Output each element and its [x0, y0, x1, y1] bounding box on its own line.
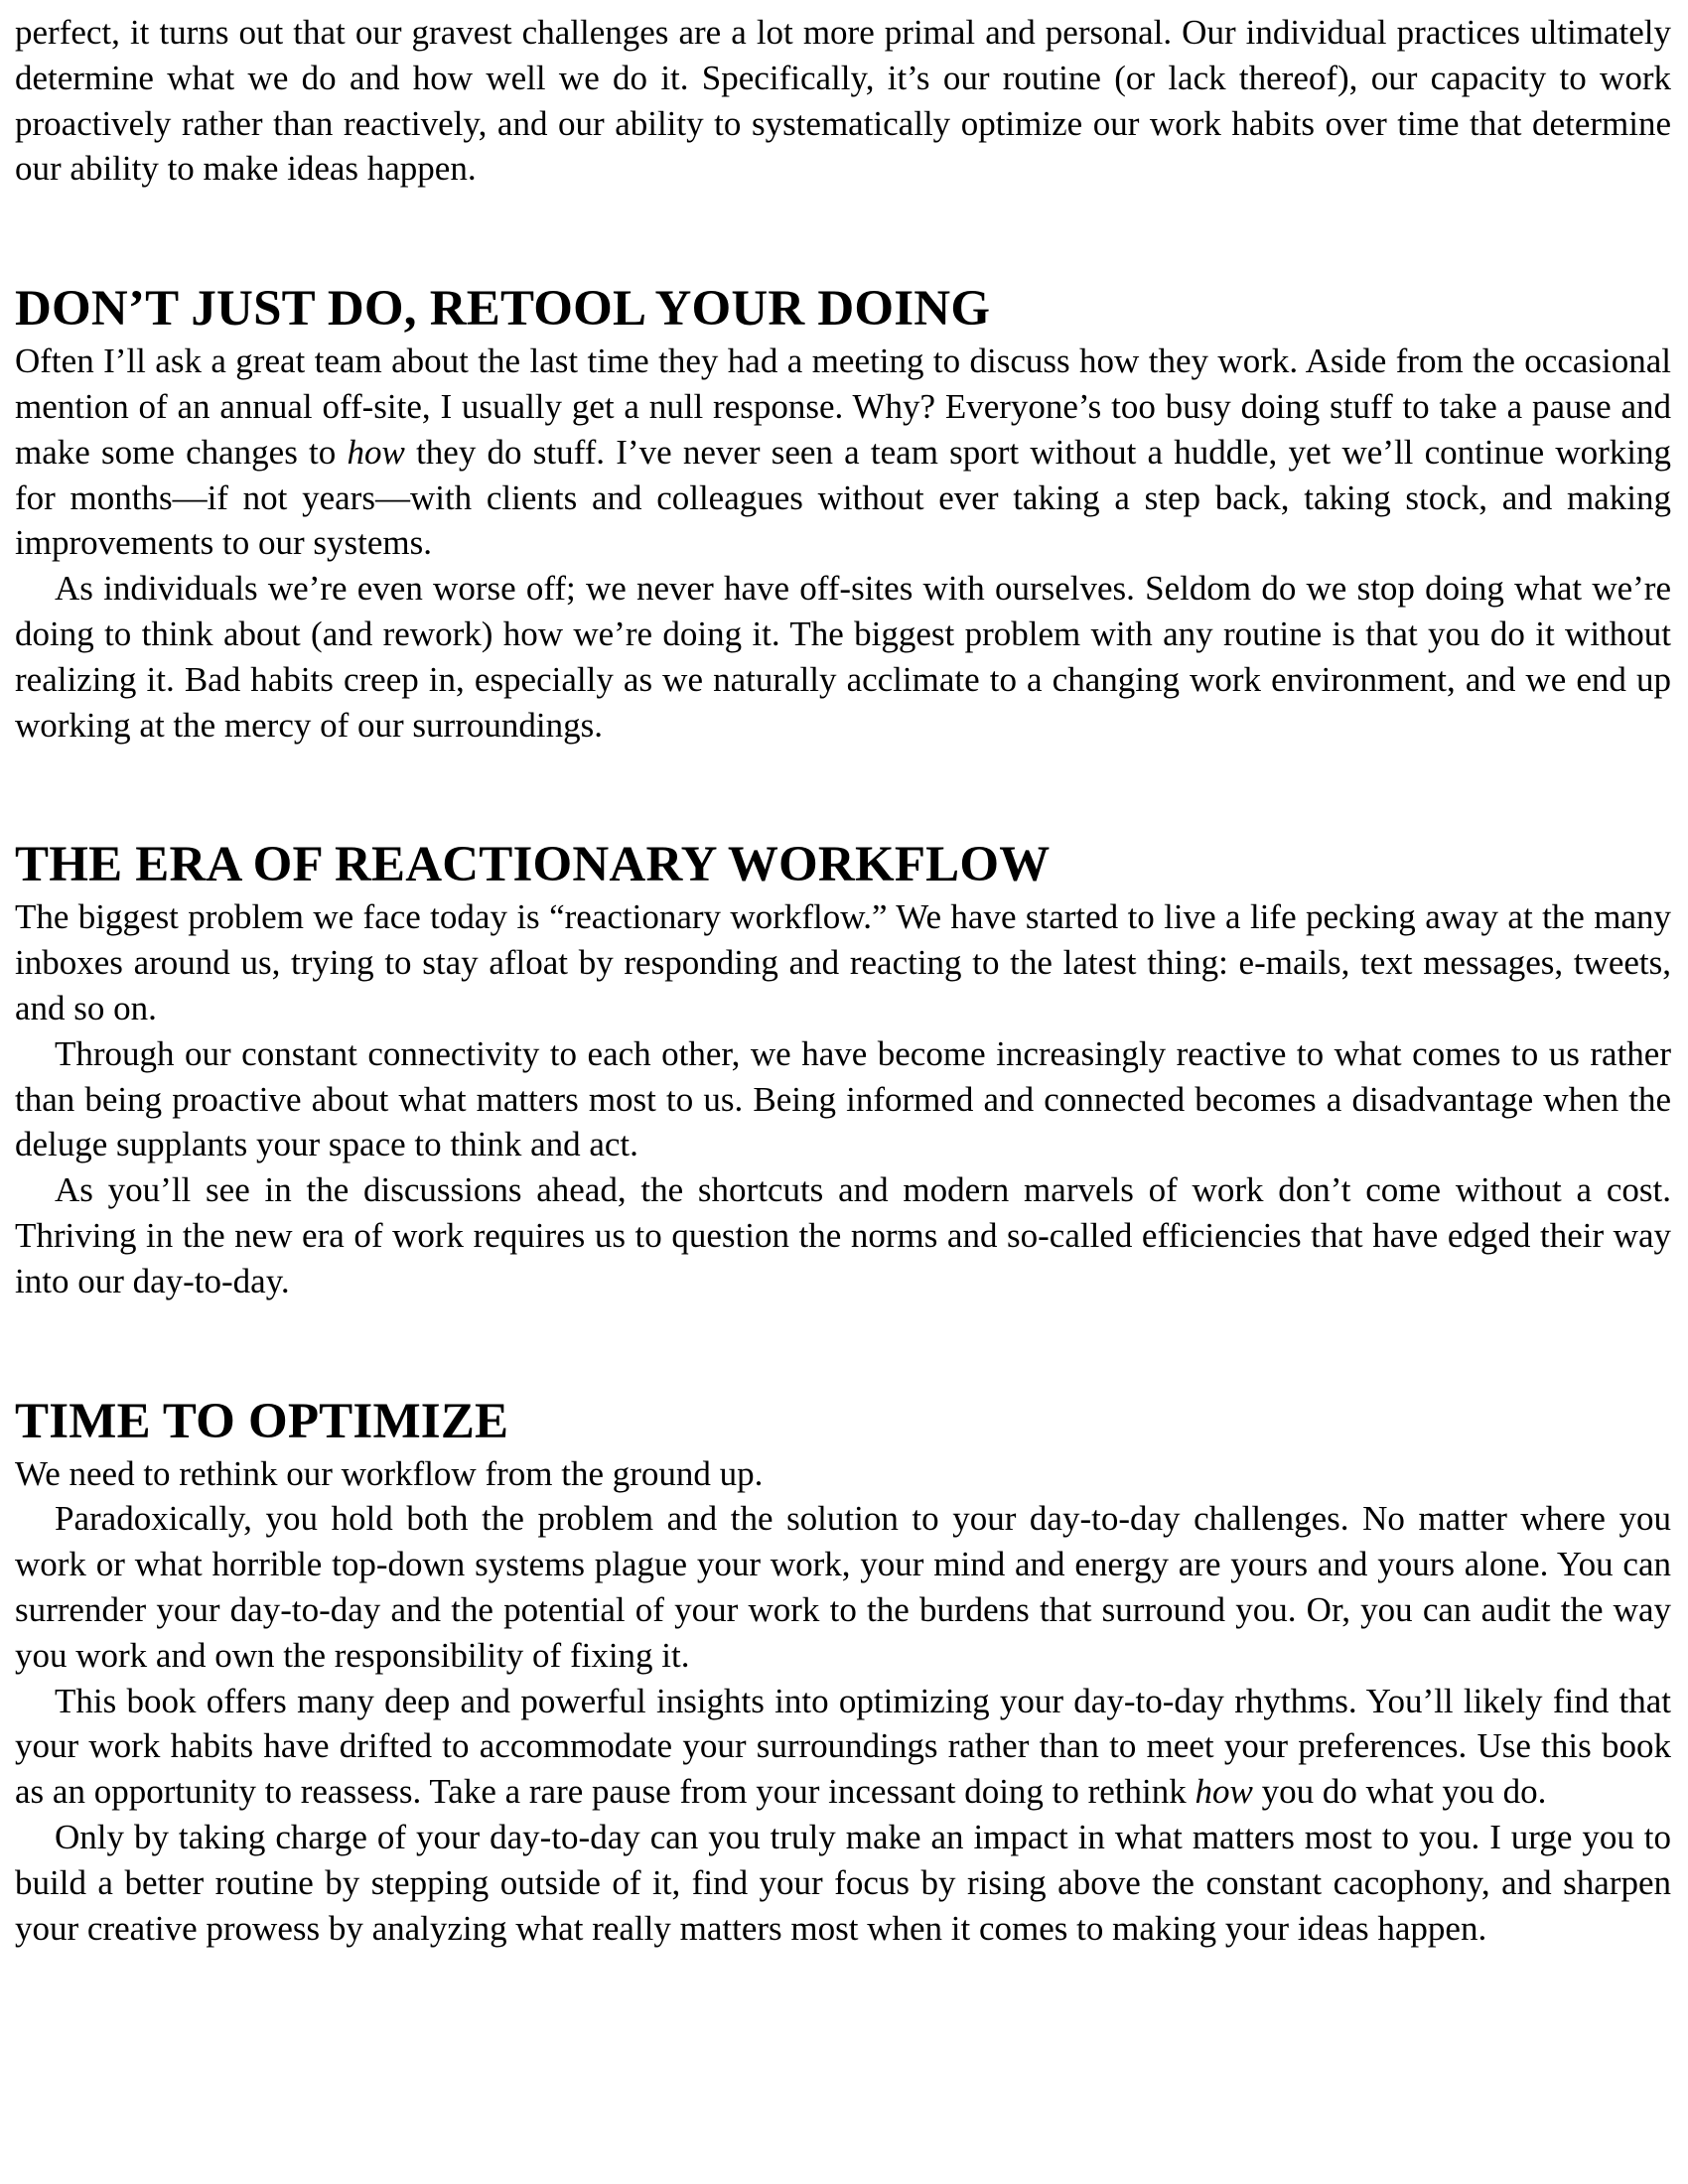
body-paragraph: Through our constant connectivity to each other, we have become increasingly reactive to what comes to us rather than being proactive about what matters most to us. Being informed and connected becomes a disadvantage when the deluge supplants your space to think and act.: [15, 1033, 1671, 1164]
paragraph-text: they do stuff. I’ve never seen a team sport without a huddle, yet we’ll continue working for months—if not years—with clients and colleagues without ever taking a step back, taking stock, and making improvements to our systems.: [15, 432, 1672, 563]
body-paragraph: We need to rethink our workflow from the ground up.: [15, 1453, 764, 1493]
body-paragraph: [15, 339, 1671, 566]
section-heading: DON’T JUST DO, RETOOL YOUR DOING: [15, 281, 991, 338]
body-paragraph: As you’ll see in the discussions ahead, the shortcuts and modern marvels of work don’t come without a cost. Thriving in the new era of work requires us to question the norms and so-called efficiencies that have edged their way into our day-to-day.: [15, 1170, 1671, 1300]
paragraph-text: Often I’ll ask a great team about the last time they had a meeting to discuss how they work. Aside from the occasional mention of an annual off-site, I usually get a null response. Why? Everyone’s too busy doing stuff to take a pause and make some changes to: [15, 341, 1671, 472]
document-page: [15, 10, 1671, 1951]
intro-section: [15, 10, 1671, 192]
section-retool-your-doing: [15, 279, 1671, 748]
paragraph-text: you do what you do.: [1252, 1772, 1547, 1812]
emphasis-text: how: [347, 432, 405, 472]
body-paragraph: [15, 1679, 1671, 1815]
body-paragraph: As individuals we’re even worse off; we never have off-sites with ourselves. Seldom do we stop doing what we’re doing to think about (and rework) how we’re doing it. The biggest problem with any routine is that you do it without realizing it. Bad habits creep in, especially as we naturally acclimate to a changing work environment, and we end up working at the mercy of our surroundings.: [15, 569, 1671, 745]
intro-paragraph: perfect, it turns out that our gravest challenges are a lot more primal and personal. Our individual practices ultimately determine what we do and how well we do it. Specifically, it’s our routine (or lack thereof), our capacity to work proactively rather than reactively, and our ability to systematically optimize our work habits over time that determine our ability to make ideas happen.: [15, 13, 1671, 189]
section-time-to-optimize: [15, 1392, 1671, 1952]
body-paragraph: The biggest problem we face today is “reactionary workflow.” We have started to live a life pecking away at the many inboxes around us, trying to stay afloat by responding and reacting to the latest thing: e-mails, text messages, tweets, and so on.: [15, 897, 1671, 1027]
paragraph-text: This book offers many deep and powerful insights into optimizing your day-to-day rhythms. You’ll likely find that your work habits have drifted to accommodate your surroundings rather than to meet your preferences. Use this book as an opportunity to reassess. Take a rare pause from your incessant doing to rethink: [15, 1681, 1671, 1812]
emphasis-text: how: [1195, 1772, 1253, 1812]
body-paragraph: Paradoxically, you hold both the problem and the solution to your day-to-day challenges. No matter where you work or what horrible top-down systems plague your work, your mind and energy are yours and yours alone. You can surrender your day-to-day and the potential of your work to the burdens that surround you. Or, you can audit the way you work and own the responsibility of fixing it.: [15, 1499, 1671, 1675]
section-reactionary-workflow: [15, 835, 1671, 1303]
section-heading: TIME TO OPTIMIZE: [15, 1393, 509, 1449]
body-paragraph: Only by taking charge of your day-to-day can you truly make an impact in what matters most to you. I urge you to build a better routine by stepping outside of it, find your focus by rising above the constant cacophony, and sharpen your creative prowess by analyzing what really matters most when it comes to making your ideas happen.: [15, 1817, 1671, 1948]
section-heading: THE ERA OF REACTIONARY WORKFLOW: [15, 837, 1051, 893]
